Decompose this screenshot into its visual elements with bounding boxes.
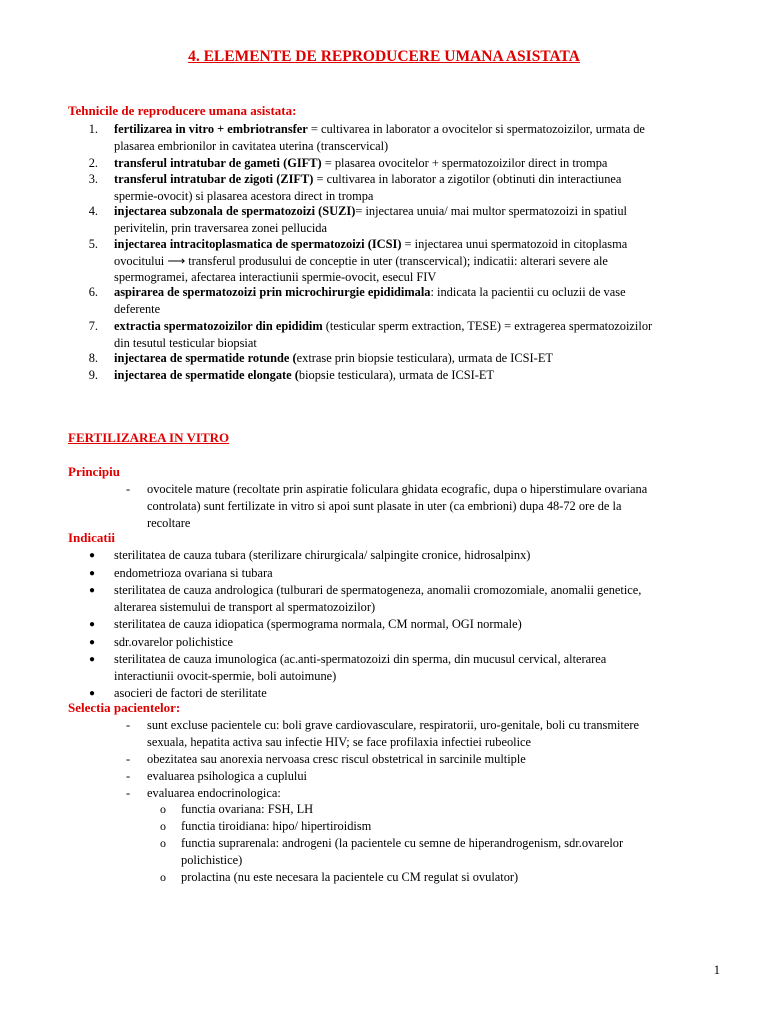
list-item-continuation: deferente <box>114 301 161 316</box>
indicatie-line: endometrioza ovariana si tubara <box>114 566 273 580</box>
principiu-line: recoltare <box>147 516 191 530</box>
bullet-marker: ● <box>89 550 96 561</box>
list-item <box>114 171 621 188</box>
list-number: 1. <box>88 122 98 136</box>
list-item-continuation: perivitelin, prin traversarea zonei pellucida <box>114 220 327 235</box>
dash-marker: - <box>126 769 131 783</box>
list-number: 7. <box>88 319 98 333</box>
list-item-text: extrase prin biopsie testiculara), urmata de ICSI-ET <box>296 351 553 365</box>
list-item-term: injectarea de spermatide elongate ( <box>114 368 299 382</box>
bullet-marker: ● <box>89 688 96 699</box>
list-item-continuation: spermogramei, afectarea interactiunii spermie-ovocit, esecul FIV <box>114 270 437 284</box>
list-number: 8. <box>88 351 98 365</box>
list-item-continuation: plasarea embrionilor in cavitatea uterina (transcervical) <box>114 138 389 153</box>
list-number: 6. <box>88 285 98 299</box>
list-item-text: = plasarea ovocitelor + spermatozoizilor direct in trompa <box>321 156 608 170</box>
list-item <box>114 155 607 172</box>
principiu-line: controlata) sunt fertilizate in vitro si apoi sunt plasate in uter (ca embrioni) dupa 48-72 ore de la <box>147 499 622 513</box>
principiu-heading: Principiu <box>68 464 121 479</box>
list-item-text: (testicular sperm extraction, TESE) = extragerea spermatozoizilor <box>322 319 653 333</box>
list-item-term: extractia spermatozoizilor din epididim <box>114 319 323 333</box>
list-item-text: = cultivarea in laborator a zigotilor (obtinuti din interactiunea <box>313 172 622 186</box>
list-item-text: = cultivarea in laborator a ovocitelor si spermatozoizilor, urmata de <box>307 122 645 136</box>
indicatie-line: sterilitatea de cauza idiopatica (spermograma normala, CM normal, OGI normale) <box>114 617 522 631</box>
list-number: 3. <box>88 172 98 186</box>
indicatie-line: sdr.ovarelor polichistice <box>114 635 234 649</box>
selectia-line: obezitatea sau anorexia nervoasa cresc riscul obstetrical in sarcinile multiple <box>147 752 526 766</box>
indicatie-line: sterilitatea de cauza imunologica (ac.anti-spermatozoizi din sperma, din mucusul cervical, alterarea <box>114 652 607 666</box>
bullet-marker: ● <box>89 568 96 579</box>
list-item-continuation: ovocitului ⟶ transferul produsului de conceptie in uter (transcervical); indicatii: alterari severe ale <box>114 253 608 268</box>
list-item <box>114 318 652 335</box>
indicatie-line: alterarea sistemului de transport al spermatozoizilor) <box>114 599 376 614</box>
circle-marker: o <box>160 836 166 850</box>
list-number: 5. <box>88 237 98 251</box>
indicatie-line: sterilitatea de cauza andrologica (tulburari de spermatogeneza, anomalii cromozomiale, anomalii genetice, <box>114 583 642 597</box>
list-item-text: = injectarea unui spermatozoid in citoplasma <box>401 237 628 251</box>
list-item <box>114 236 627 253</box>
list-number: 2. <box>88 156 98 170</box>
list-item-term: injectarea de spermatide rotunde ( <box>114 351 297 365</box>
indicatie-line: interactiunii ovocit-spermie, boli autoimune) <box>114 668 337 683</box>
selectia-subitem-line: prolactina (nu este necesara la pacientele cu CM regulat si ovulator) <box>181 870 519 884</box>
indicatii-heading: Indicatii <box>68 530 115 545</box>
page-number: 1 <box>713 963 720 977</box>
circle-marker: o <box>160 802 166 816</box>
selectia-subitem-line: functia ovariana: FSH, LH <box>181 802 314 816</box>
selectia-line: sunt excluse pacientele cu: boli grave cardiovasculare, respiratorii, uro-genitale, boli cu transmitere <box>147 718 639 732</box>
list-item-continuation: spermie-ovocit) si plasarea acestora direct in trompa <box>114 188 374 203</box>
list-item-term: fertilizarea in vitro + embriotransfer <box>114 122 308 136</box>
circle-marker: o <box>160 819 166 833</box>
list-number: 4. <box>88 204 98 218</box>
dash-marker: - <box>126 752 131 766</box>
indicatie-line: asocieri de factori de sterilitate <box>114 686 267 700</box>
list-item-text: : indicata la pacientii cu ocluzii de vase <box>430 285 626 299</box>
section-heading-techniques: Tehnicile de reproducere umana asistata: <box>68 103 297 118</box>
indicatie-line: sterilitatea de cauza tubara (sterilizare chirurgicala/ salpingite cronice, hidrosalpinx) <box>114 548 531 562</box>
section-heading-fiv: FERTILIZAREA IN VITRO <box>68 430 230 445</box>
list-number: 9. <box>88 368 98 382</box>
list-item <box>114 203 627 220</box>
list-item <box>114 284 626 301</box>
selectia-heading: Selectia pacientelor: <box>68 700 181 715</box>
list-item-term: injectarea subzonala de spermatozoizi (SUZI) <box>114 204 356 218</box>
list-item <box>114 367 494 384</box>
selectia-subitem-line: functia tiroidiana: hipo/ hipertiroidism <box>181 819 372 833</box>
list-item-term: injectarea intracitoplasmatica de spermatozoizi (ICSI) <box>114 237 402 251</box>
list-item-term: aspirarea de spermatozoizi prin microchirurgie epididimala <box>114 285 431 299</box>
list-item-term: transferul intratubar de gameti (GIFT) <box>114 156 322 170</box>
selectia-subitem-line: polichistice) <box>181 853 243 867</box>
principiu-line: ovocitele mature (recoltate prin aspiratie foliculara ghidata ecografic, dupa o hiperstimulare ovariana <box>147 482 648 496</box>
list-item-text: = injectarea unuia/ mai multor spermatozoizi in spatiul <box>355 204 627 218</box>
dash-marker: - <box>126 718 131 732</box>
list-item-continuation: din tesutul testicular biopsiat <box>114 335 257 350</box>
bullet-marker: ● <box>89 637 96 648</box>
circle-marker: o <box>160 870 166 884</box>
dash-marker: - <box>126 482 131 496</box>
selectia-line: evaluarea psihologica a cuplului <box>147 769 307 783</box>
list-item <box>114 350 553 367</box>
bullet-marker: ● <box>89 619 96 630</box>
selectia-line: sexuala, hepatita activa sau infectie HIV; se face profilaxia infectiei rubeolice <box>147 735 532 749</box>
dash-marker: - <box>126 786 131 800</box>
list-item-term: transferul intratubar de zigoti (ZIFT) <box>114 172 314 186</box>
bullet-marker: ● <box>89 654 96 665</box>
list-item <box>114 121 645 138</box>
list-item-text: biopsie testiculara), urmata de ICSI-ET <box>298 368 494 382</box>
page-title: 4. ELEMENTE DE REPRODUCERE UMANA ASISTATA <box>188 48 580 65</box>
selectia-subitem-line: functia suprarenala: androgeni (la pacientele cu semne de hiperandrogenism, sdr.ovarelor <box>181 836 624 850</box>
selectia-line: evaluarea endocrinologica: <box>147 786 281 800</box>
bullet-marker: ● <box>89 585 96 596</box>
